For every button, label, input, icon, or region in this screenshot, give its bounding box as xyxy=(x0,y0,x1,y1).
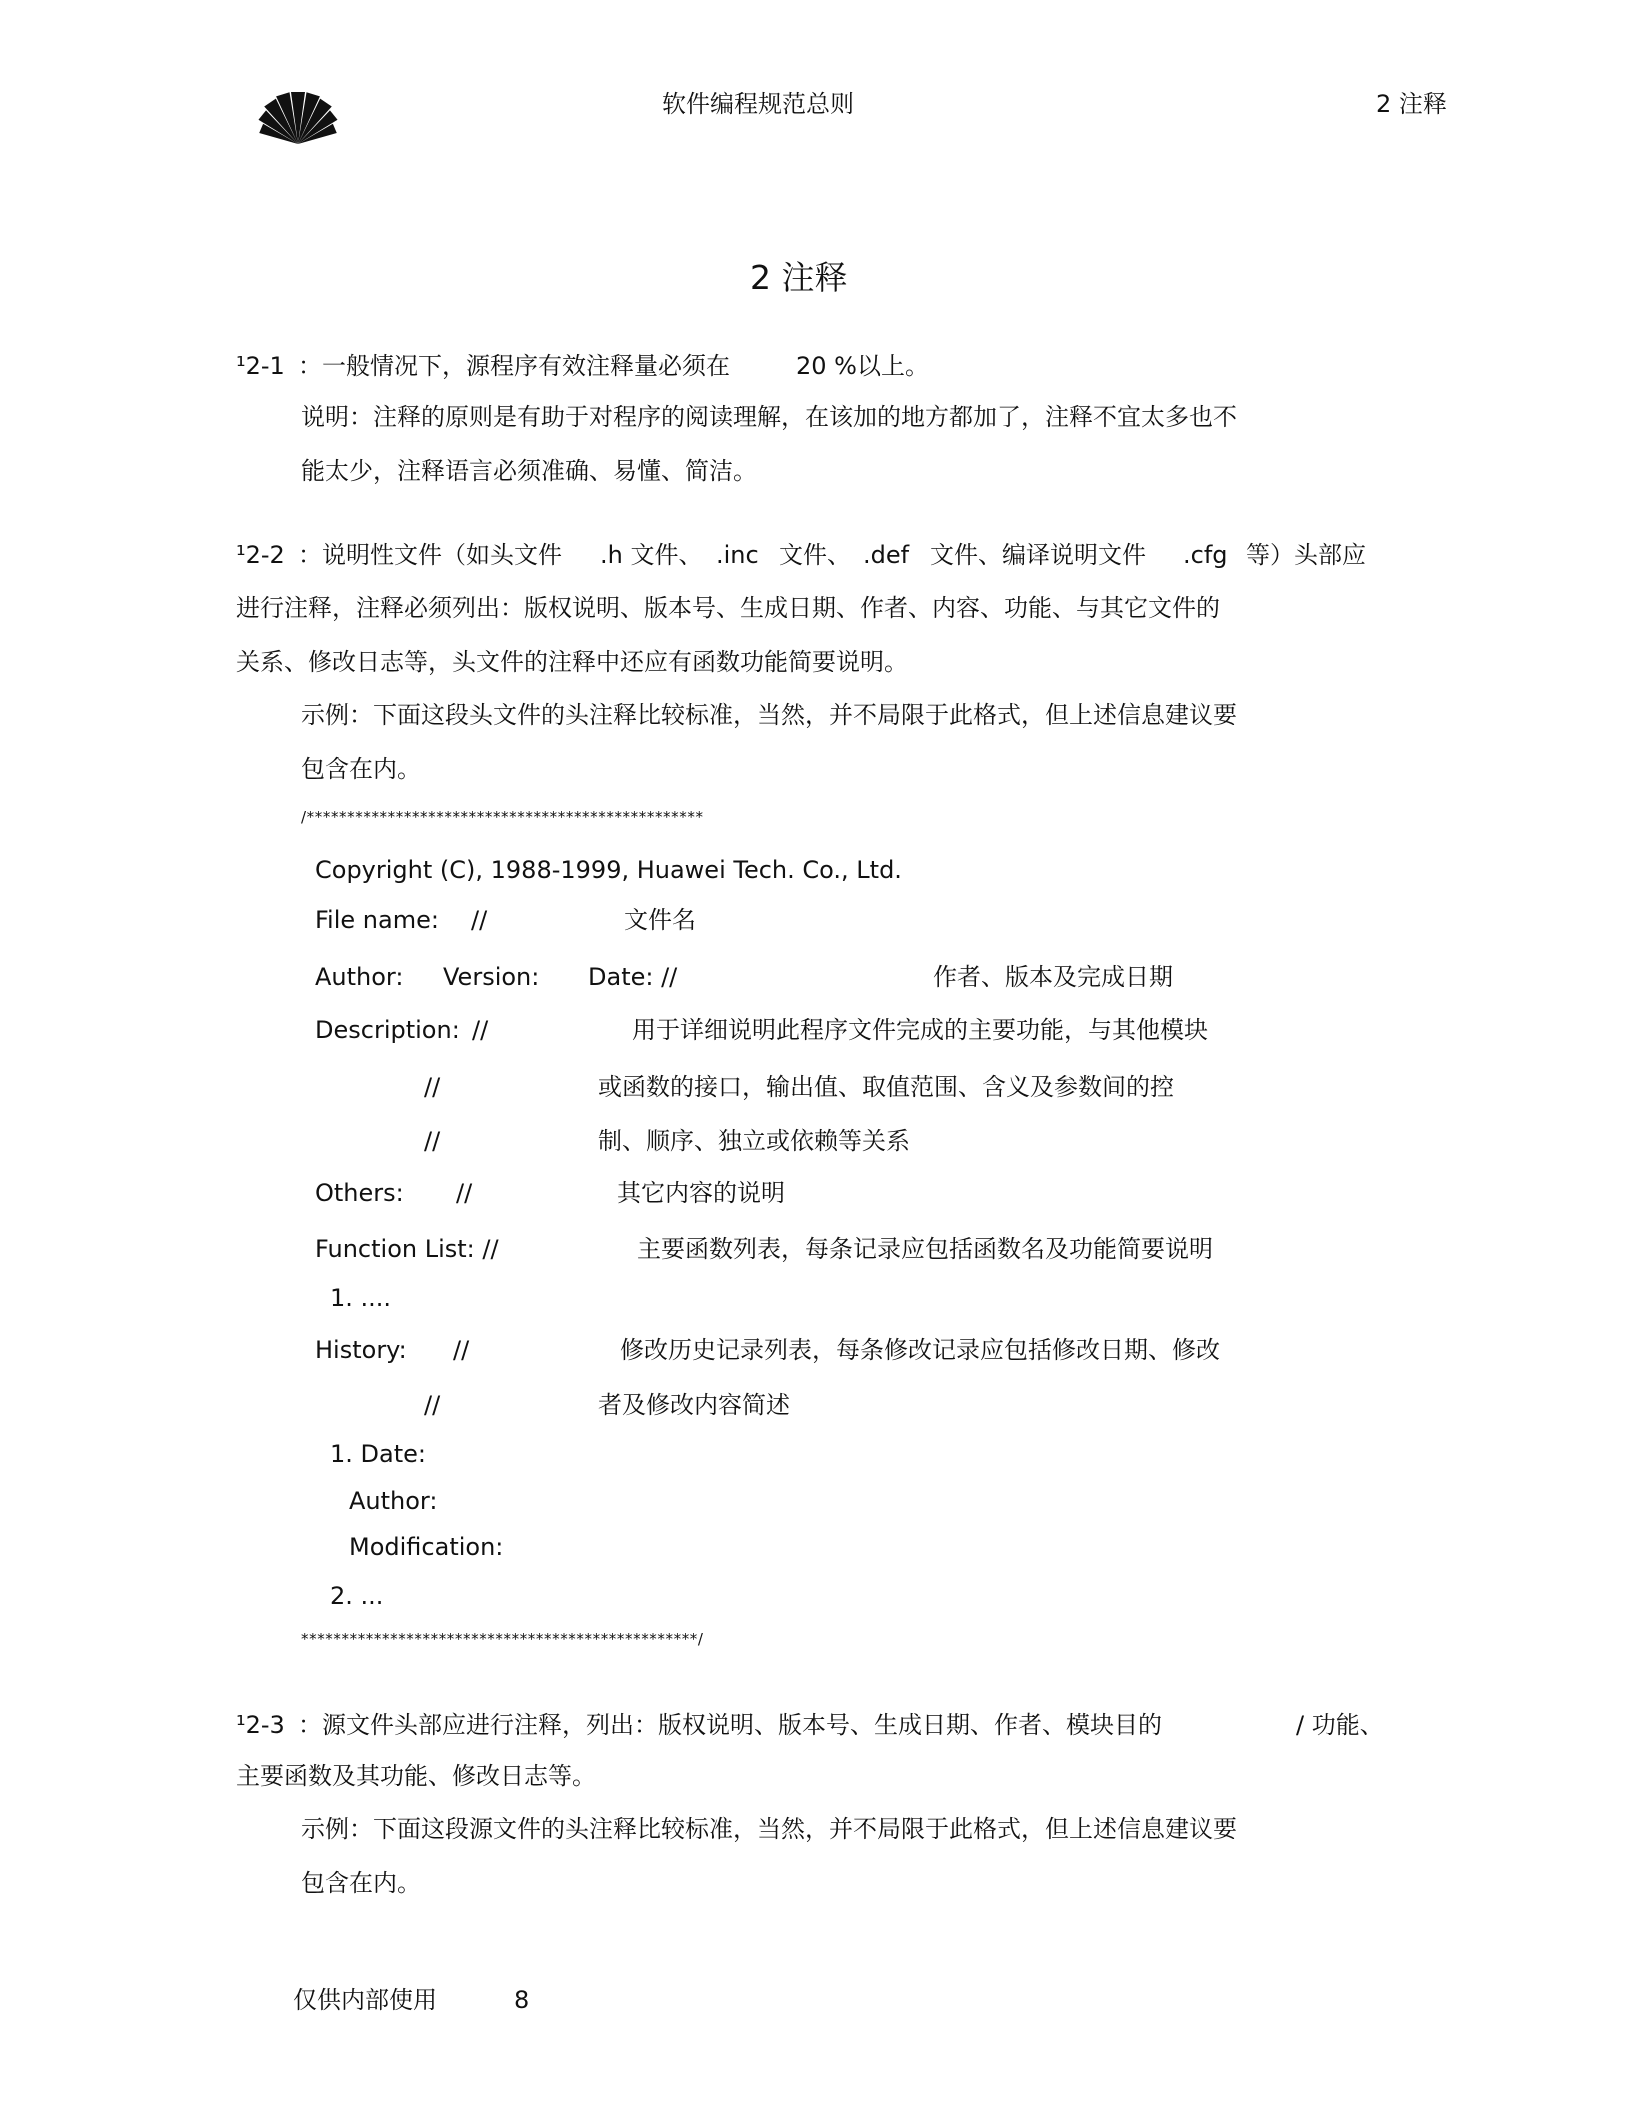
rule-3-text-tail: / 功能、 xyxy=(1296,1711,1384,1739)
code-others-label: Others: xyxy=(315,1179,404,1207)
code-history-date: 1. Date: xyxy=(330,1440,426,1468)
rule-3-example-line-1: 示例：下面这段源文件的头注释比较标准，当然，并不局限于此格式，但上述信息建议要 xyxy=(301,1815,1237,1843)
header-doc-title: 软件编程规范总则 xyxy=(662,90,854,118)
code-author-label: Author: xyxy=(315,963,404,991)
code-history-author: Author: xyxy=(349,1487,438,1515)
code-others-desc: 其它内容的说明 xyxy=(617,1179,785,1207)
code-file-name-desc: 文件名 xyxy=(624,906,696,934)
code-author-desc: 作者、版本及完成日期 xyxy=(933,963,1173,991)
chapter-title: 2 注释 xyxy=(750,258,848,297)
code-version-label: Version: xyxy=(443,963,540,991)
code-history-sep-2: // xyxy=(424,1391,441,1419)
code-copyright: Copyright (C), 1988-1999, Huawei Tech. Co., Ltd. xyxy=(315,856,902,884)
code-description-desc-2: 或函数的接口，输出值、取值范围、含义及参数间的控 xyxy=(598,1073,1174,1101)
code-history-label: History: xyxy=(315,1336,407,1364)
code-description-sep-2: // xyxy=(424,1073,441,1101)
code-description-label: Description: xyxy=(315,1016,460,1044)
rule-2-text-5: .def xyxy=(863,541,910,569)
rule-2-line-2: 进行注释，注释必须列出：版权说明、版本号、生成日期、作者、内容、功能、与其它文件的 xyxy=(236,594,1220,622)
rule-1-note-line-1: 说明：注释的原则是有助于对程序的阅读理解，在该加的地方都加了，注释不宜太多也不 xyxy=(301,403,1237,431)
footer-internal-use: 仅供内部使用 xyxy=(293,1986,437,2014)
rule-2-example-line-2: 包含在内。 xyxy=(301,755,421,783)
code-function-list-desc: 主要函数列表，每条记录应包括函数名及功能简要说明 xyxy=(637,1235,1213,1263)
rule-3-text: ：源文件头部应进行注释，列出：版权说明、版本号、生成日期、作者、模块目的 xyxy=(298,1711,1162,1739)
rule-2-line-3: 关系、修改日志等，头文件的注释中还应有函数功能简要说明。 xyxy=(236,648,908,676)
code-function-list-label: Function List: // xyxy=(315,1235,499,1263)
code-others-sep: // xyxy=(456,1179,473,1207)
rule-1-text: ：一般情况下，源程序有效注释量必须在 xyxy=(298,352,730,380)
code-history-desc-1: 修改历史记录列表，每条修改记录应包括修改日期、修改 xyxy=(620,1336,1220,1364)
footer-page-number: 8 xyxy=(514,1986,530,2014)
code-date-label: Date: // xyxy=(588,963,678,991)
rule-1-threshold: 20 %以上。 xyxy=(796,352,929,380)
code-history-desc-2: 者及修改内容简述 xyxy=(598,1391,790,1419)
company-logo xyxy=(258,86,338,146)
rule-1-note-line-2: 能太少，注释语言必须准确、易懂、简洁。 xyxy=(301,457,757,485)
code-description-desc-3: 制、顺序、独立或依赖等关系 xyxy=(598,1127,910,1155)
rule-2-id: ¹2-2 xyxy=(236,541,285,569)
rule-2-text-6: 文件、编译说明文件 xyxy=(930,541,1146,569)
code-description-desc-1: 用于详细说明此程序文件完成的主要功能，与其他模块 xyxy=(632,1016,1208,1044)
rule-3-id: ¹2-3 xyxy=(236,1711,285,1739)
rule-1-id: ¹2-1 xyxy=(236,352,285,380)
rule-3-example-line-2: 包含在内。 xyxy=(301,1869,421,1897)
code-file-name-sep: // xyxy=(471,906,488,934)
code-description-sep: // xyxy=(472,1016,489,1044)
rule-2-text-2: .h 文件、 xyxy=(600,541,703,569)
rule-2-text-8: 等）头部应 xyxy=(1246,541,1366,569)
code-comment-open: /************************************************* xyxy=(301,808,704,826)
code-description-sep-3: // xyxy=(424,1127,441,1155)
rule-2-text-1: ：说明性文件（如头文件 xyxy=(298,541,562,569)
code-history-item-2: 2. ... xyxy=(330,1582,384,1610)
rule-2-text-7: .cfg xyxy=(1183,541,1228,569)
rule-2-example-line-1: 示例：下面这段头文件的头注释比较标准，当然，并不局限于此格式，但上述信息建议要 xyxy=(301,701,1237,729)
code-history-modification: Modification: xyxy=(349,1533,504,1561)
header-chapter: 2 注释 xyxy=(1376,90,1447,118)
code-function-item: 1. .... xyxy=(330,1284,392,1312)
code-history-sep: // xyxy=(453,1336,470,1364)
code-file-name-label: File name: xyxy=(315,906,439,934)
code-comment-close: *************************************************/ xyxy=(301,1630,704,1648)
rule-2-text-3: .inc xyxy=(716,541,759,569)
rule-2-text-4: 文件、 xyxy=(779,541,851,569)
rule-3-line-2: 主要函数及其功能、修改日志等。 xyxy=(236,1762,596,1790)
